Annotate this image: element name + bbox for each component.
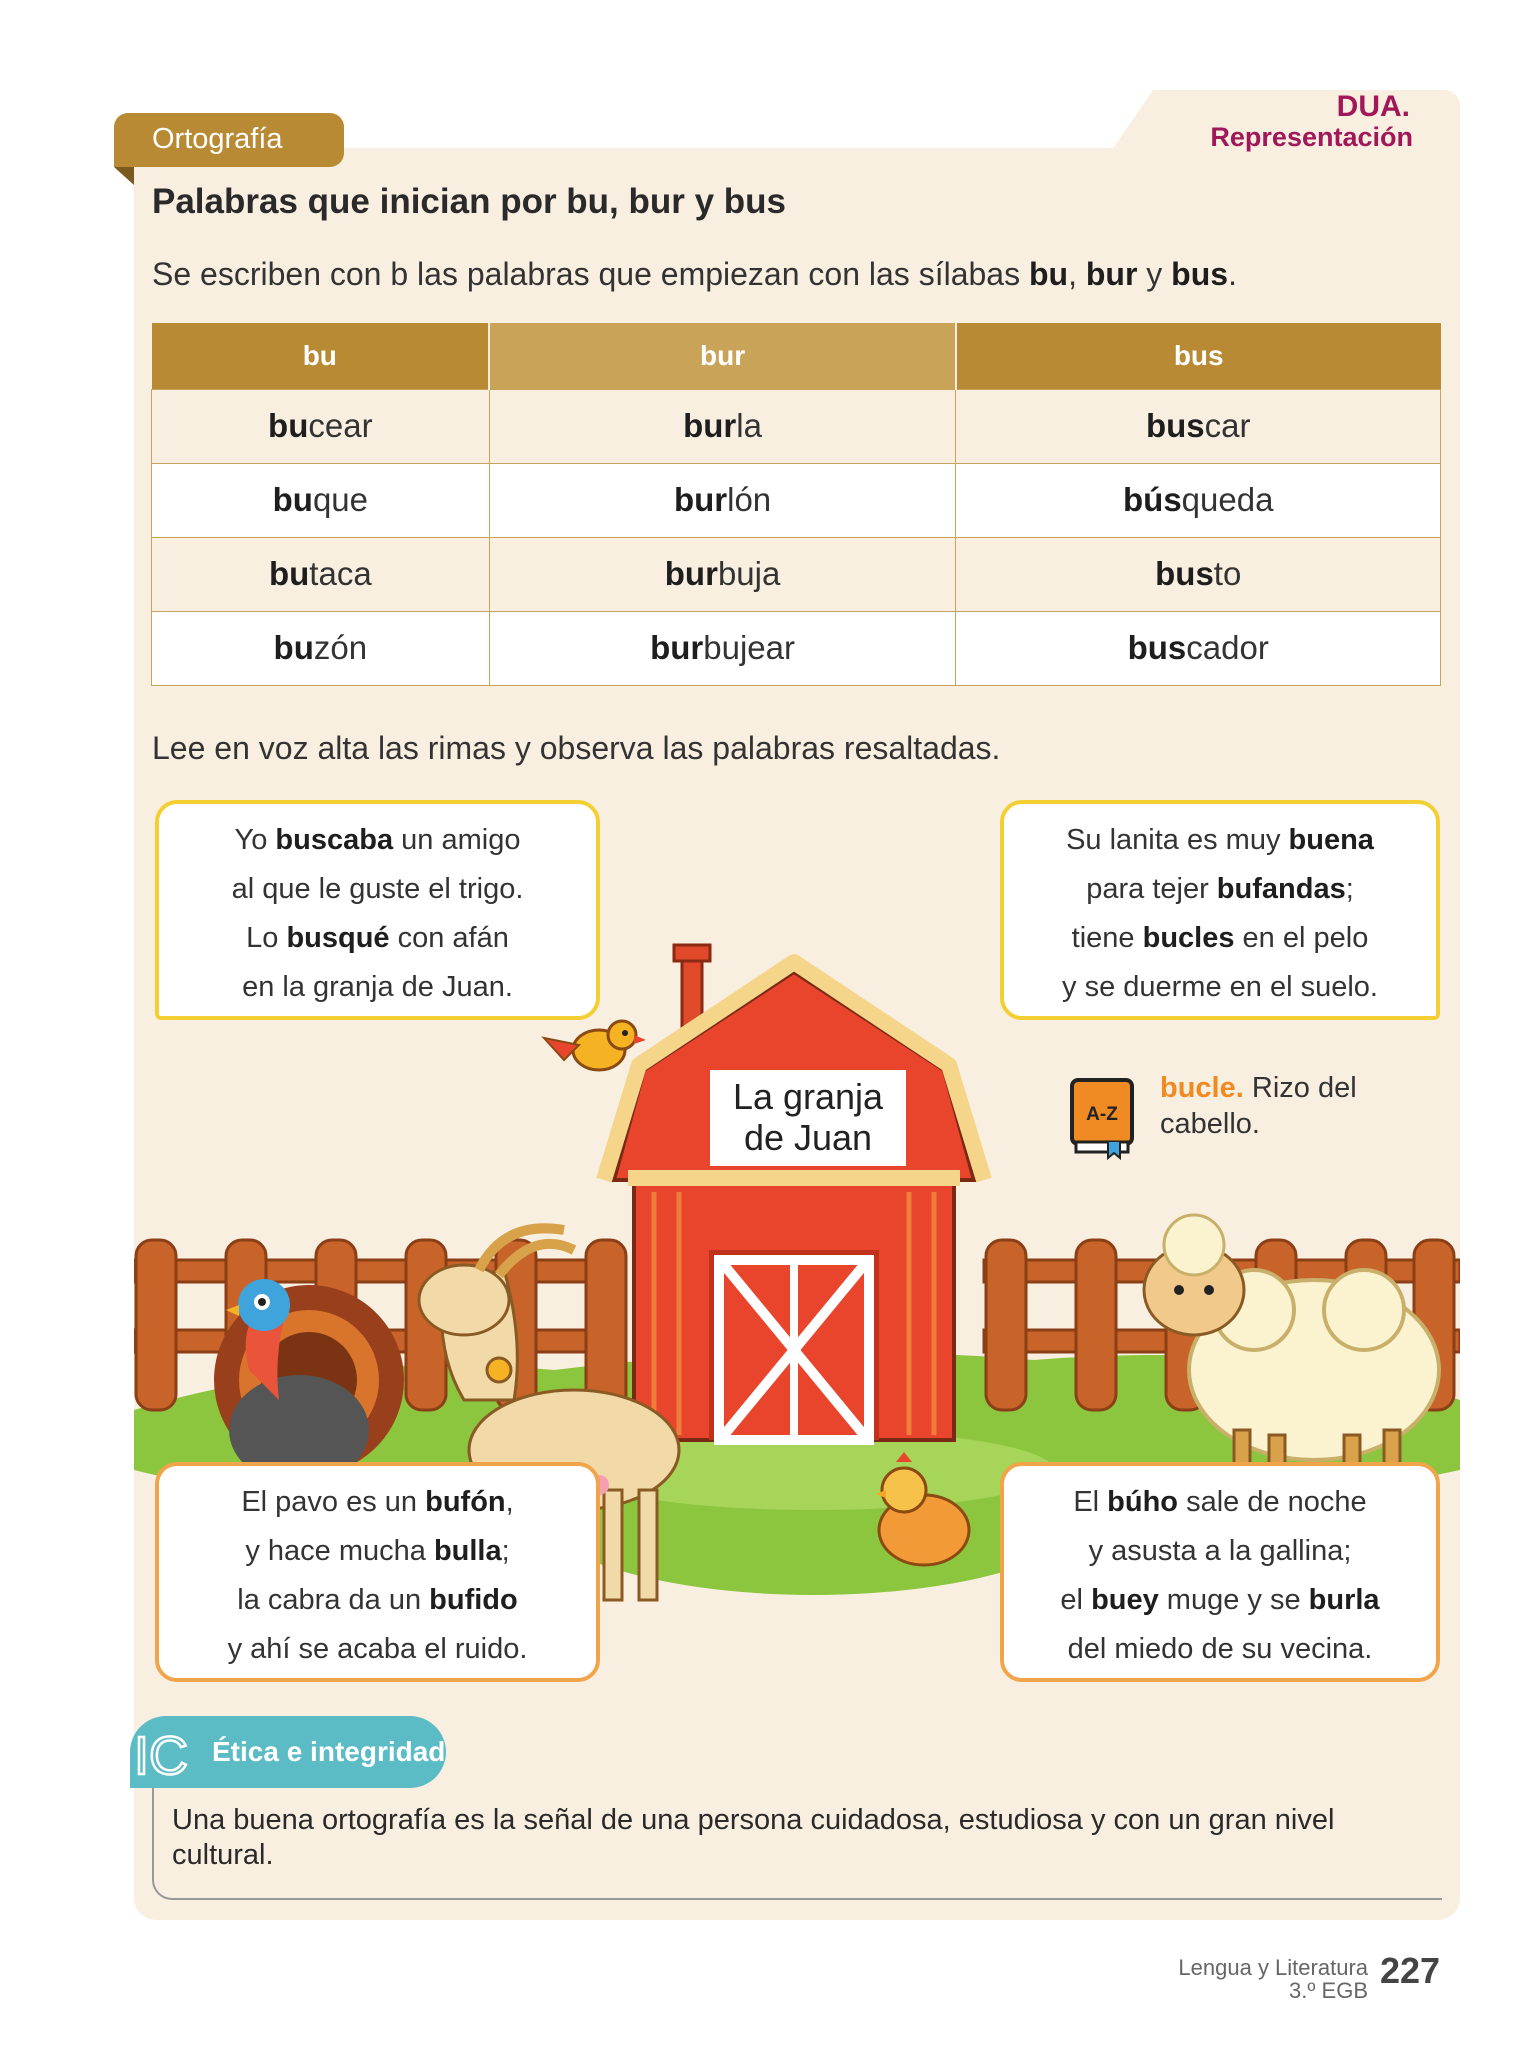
table-row <box>152 389 1441 463</box>
rhyme-box <box>1000 1462 1440 1682</box>
section-tab-label: Ortografía <box>152 123 283 155</box>
rhyme-line: Lo busqué con afán <box>246 922 509 954</box>
column-header: bur <box>489 323 956 389</box>
rhyme-line: tiene bucles en el pelo <box>1071 922 1369 954</box>
page-number: 227 <box>1380 1950 1441 1991</box>
section-tab-fold <box>114 167 134 185</box>
table-row <box>152 463 1441 537</box>
rhyme-line: El pavo es un bufón, <box>241 1486 514 1518</box>
dictionary-icon-label: A-Z <box>1086 1104 1118 1125</box>
table-cell: busto <box>956 537 1441 611</box>
table-row <box>152 611 1441 685</box>
syllable-table <box>151 323 1441 686</box>
rhyme-line: al que le guste el trigo. <box>231 873 524 905</box>
rhyme-line: el buey muge y se burla <box>1060 1584 1380 1616</box>
rhyme-line: Su lanita es muy buena <box>1066 824 1374 856</box>
rhyme-line: El búho sale de noche <box>1073 1486 1367 1518</box>
rhyme-line: y asusta a la gallina; <box>1088 1535 1352 1567</box>
table-cell: butaca <box>152 537 490 611</box>
rhyme-line: la cabra da un bufido <box>237 1584 518 1616</box>
column-header: bus <box>956 323 1441 389</box>
dua-subtitle: Representación <box>1210 122 1413 152</box>
glossary-definition: Rizo del cabello. <box>1160 1072 1357 1140</box>
table-cell: buscar <box>956 389 1441 463</box>
rhyme-line: del miedo de su vecina. <box>1067 1633 1373 1665</box>
lesson-intro: Se escriben con b las palabras que empiezan con las sílabas bu, bur y bus. <box>152 256 1237 292</box>
table-cell: bucear <box>152 389 490 463</box>
rhyme-line: y hace mucha bulla; <box>245 1535 510 1567</box>
table-cell: buzón <box>152 611 490 685</box>
glossary-term: bucle. <box>1160 1072 1244 1104</box>
table-cell: burla <box>489 389 956 463</box>
barn-sign-line: La granja <box>732 1076 884 1117</box>
dictionary-icon <box>1068 1076 1136 1160</box>
barn-sign <box>710 1070 906 1166</box>
barn-sign-line: de Juan <box>743 1117 873 1158</box>
rhyme-box <box>1000 800 1440 1020</box>
rhyme-line: en la granja de Juan. <box>242 971 513 1003</box>
rhyme-box <box>155 1462 600 1682</box>
bird-icon <box>544 1021 646 1070</box>
barn-icon <box>604 945 984 1440</box>
table-cell: buque <box>152 463 490 537</box>
rhyme-line: y se duerme en el suelo. <box>1062 971 1378 1003</box>
reading-instruction: Lee en voz alta las rimas y observa las palabras resaltadas. <box>152 730 1001 766</box>
table-cell: búsqueda <box>956 463 1441 537</box>
table-cell: buscador <box>956 611 1441 685</box>
ethics-icon-label: IC <box>134 1726 188 1782</box>
glossary-entry <box>1160 1070 1400 1142</box>
dua-title: DUA. <box>1336 90 1410 123</box>
table-header-row <box>152 323 1441 389</box>
footer-grade: 3.º EGB <box>1289 1978 1368 2003</box>
ethics-text: Una buena ortografía es la señal de una persona cuidadosa, estudiosa y con un gran nivel cultural. <box>172 1804 1335 1871</box>
rhyme-box <box>155 800 600 1020</box>
table-cell: burlón <box>489 463 956 537</box>
table-row <box>152 537 1441 611</box>
rhyme-line: para tejer bufandas; <box>1086 873 1354 905</box>
table-cell: burbujear <box>489 611 956 685</box>
column-header: bu <box>152 323 490 389</box>
footer-subject: Lengua y Literatura <box>1178 1955 1368 1980</box>
lesson-heading: Palabras que inician por bu, bur y bus <box>152 182 787 221</box>
ethics-label: Ética e integridad <box>212 1736 446 1767</box>
ethics-icon <box>130 1726 200 1782</box>
section-tab <box>114 113 344 167</box>
rhyme-line: Yo buscaba un amigo <box>234 824 521 856</box>
table-cell: burbuja <box>489 537 956 611</box>
rhyme-line: y ahí se acaba el ruido. <box>227 1633 528 1665</box>
